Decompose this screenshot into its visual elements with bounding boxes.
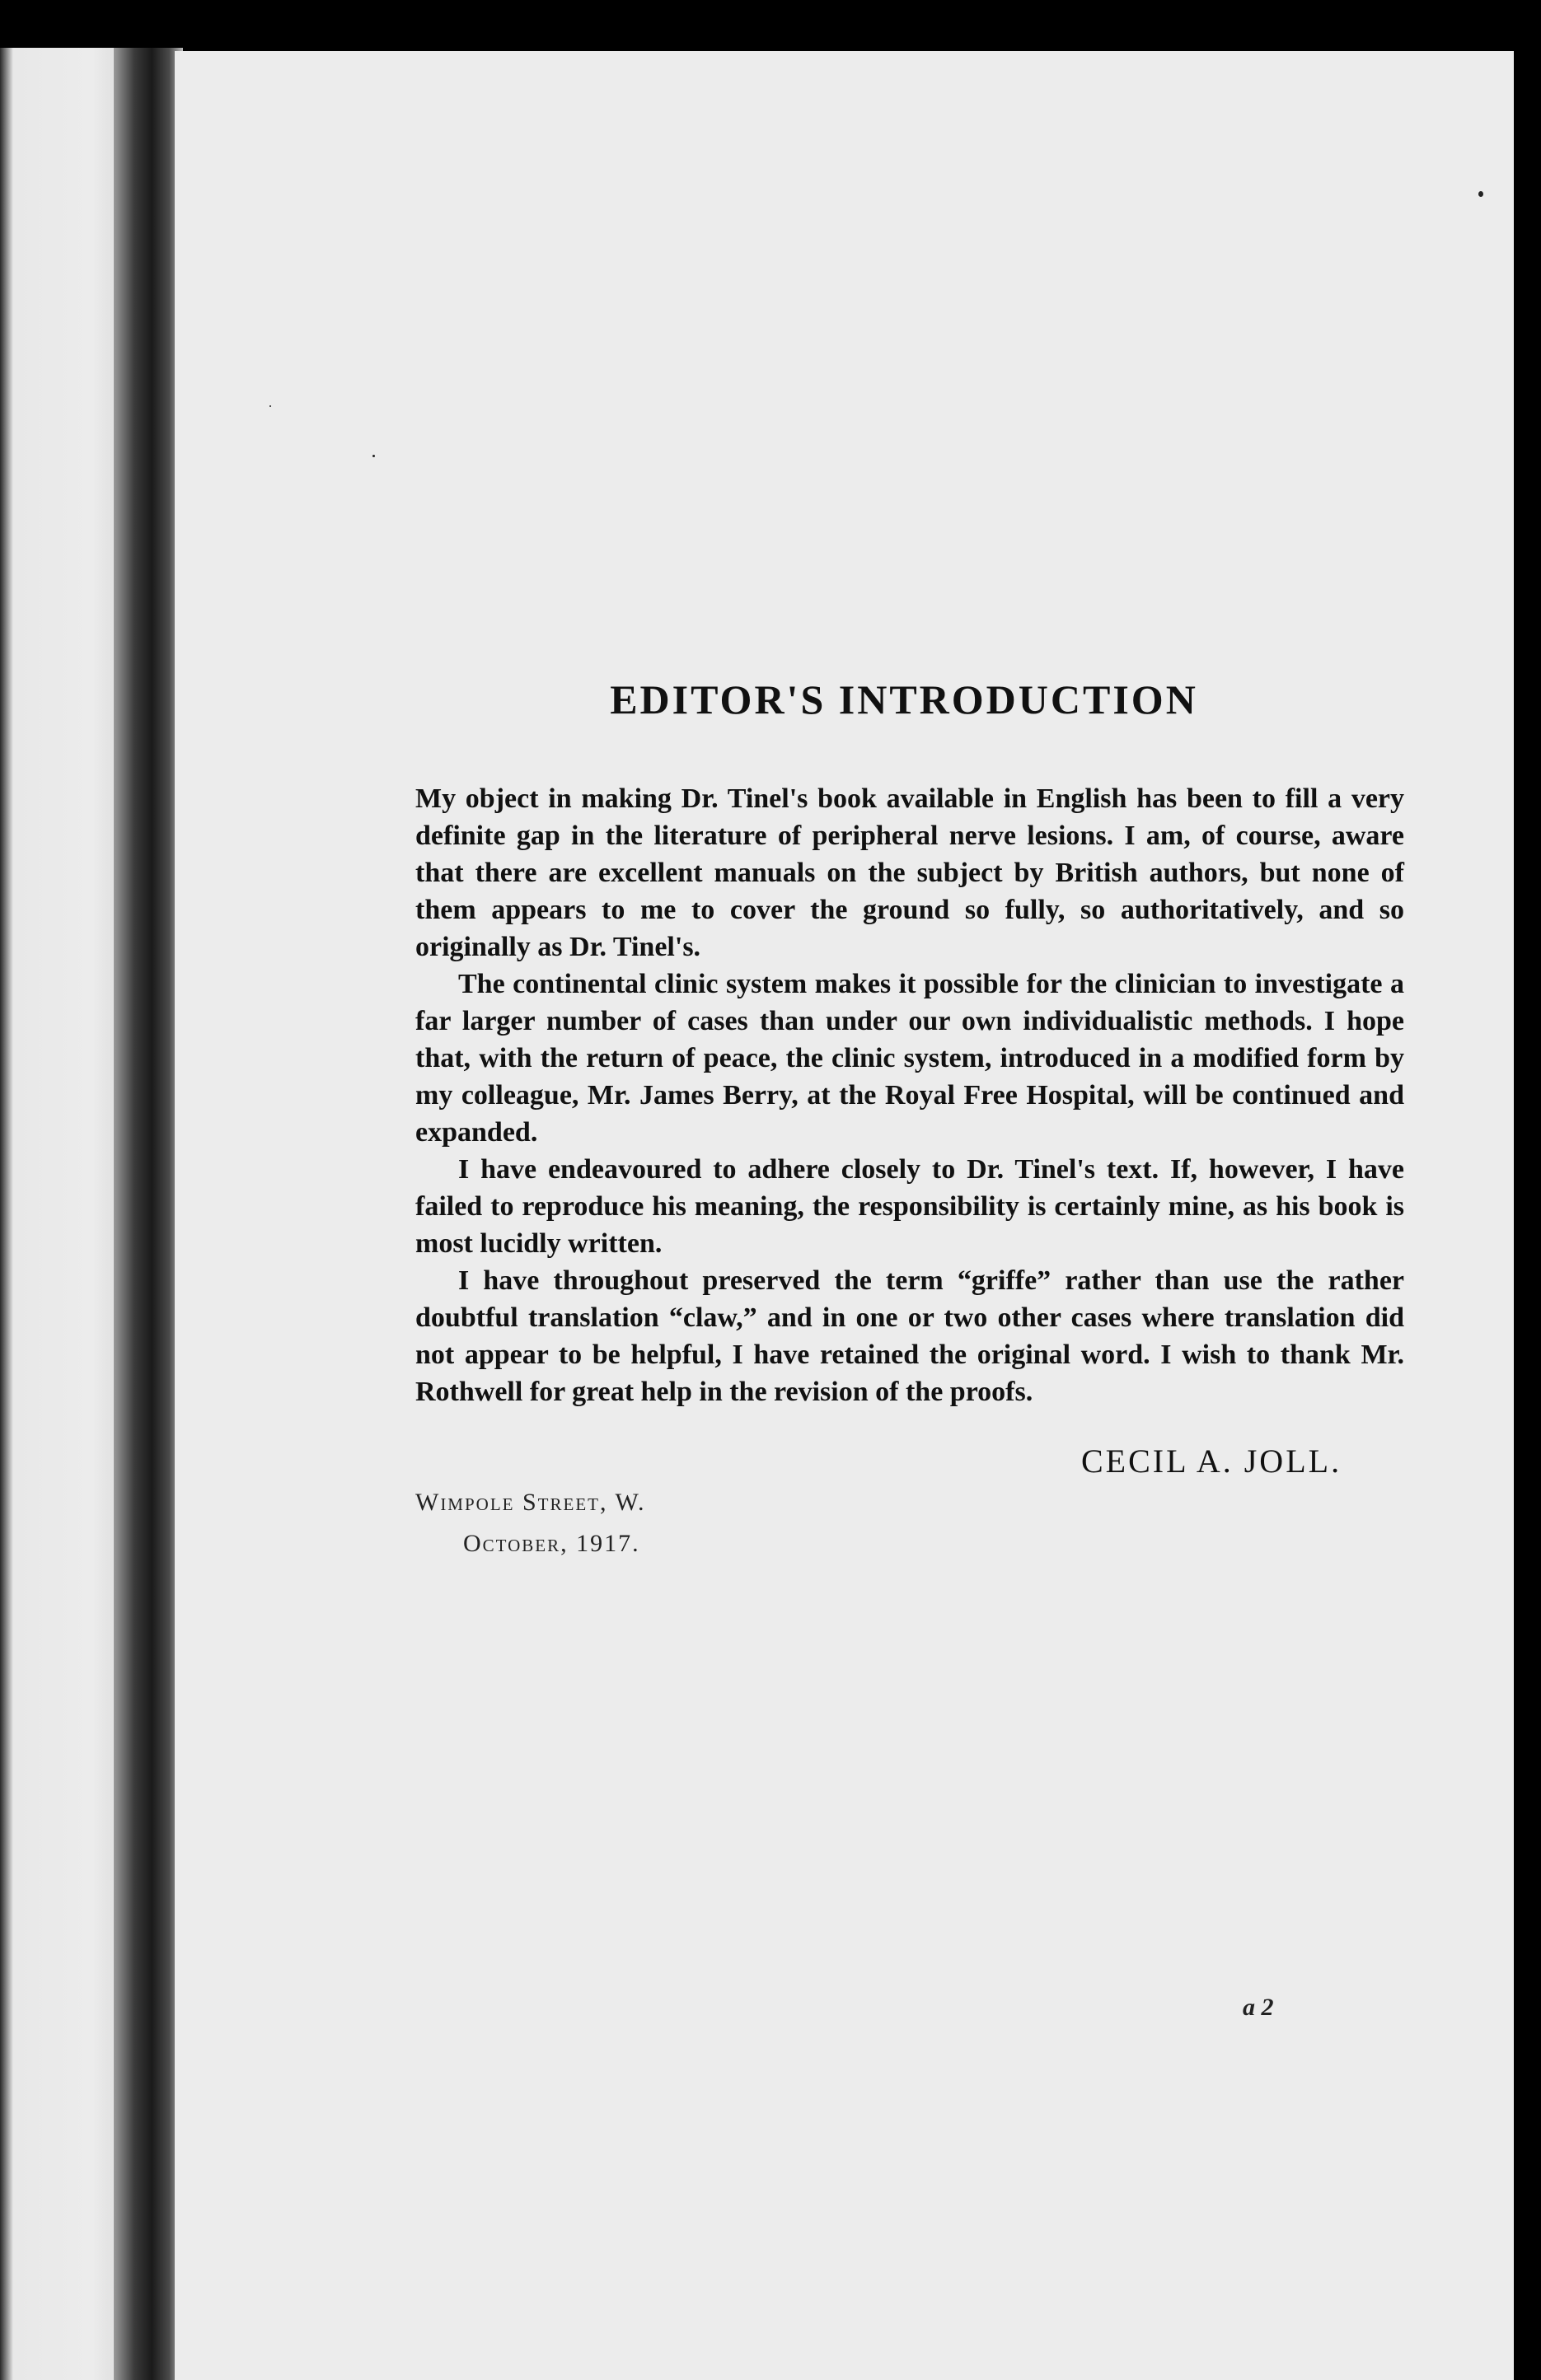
page-title: EDITOR'S INTRODUCTION: [610, 676, 1198, 722]
ink-speck: [1478, 191, 1483, 197]
ink-speck: [372, 455, 375, 457]
signature-mark: a 2: [1243, 1994, 1274, 2021]
ink-speck: [269, 405, 271, 407]
address-date: October, 1917.: [463, 1530, 640, 1557]
book-page: [175, 51, 1514, 2380]
signature: CECIL A. JOLL.: [1081, 1442, 1342, 1480]
book-gutter-shadow: [114, 48, 183, 2380]
paragraph: My object in making Dr. Tinel's book available in English has been to fill a very definite gap in the literature of peripheral nerve lesions. I am, of course, aware that there are excellent manuals on the subject by British authors, but none of them appears to me to cover the ground so fully, so authoritatively, and so originally as Dr. Tinel's.: [415, 783, 1404, 962]
left-page-edge: [0, 48, 132, 2380]
paragraph: The continental clinic system makes it possible for the clinician to investigate a far larger number of cases than under our own individualistic methods. I hope that, with the return of peace, the clinic system, introduced in a modified form by my colleague, Mr. James Berry, at the Royal Free Hospital, will be continued and expanded.: [415, 969, 1404, 1148]
paragraph: I have endeavoured to adhere closely to Dr. Tinel's text. If, however, I have failed to reproduce his meaning, the responsibility is certainly mine, as his book is most lucidly written.: [415, 1154, 1404, 1259]
paragraph: I have throughout preserved the term “griffe” rather than use the rather doubtful translation “claw,” and in one or two other cases where translation did not appear to be helpful, I have retained the original word. I wish to thank Mr. Rothwell for great help in the revision of the proofs.: [415, 1265, 1404, 1407]
address-street: Wimpole Street, W.: [415, 1489, 646, 1516]
introduction-body: [415, 780, 1404, 1410]
